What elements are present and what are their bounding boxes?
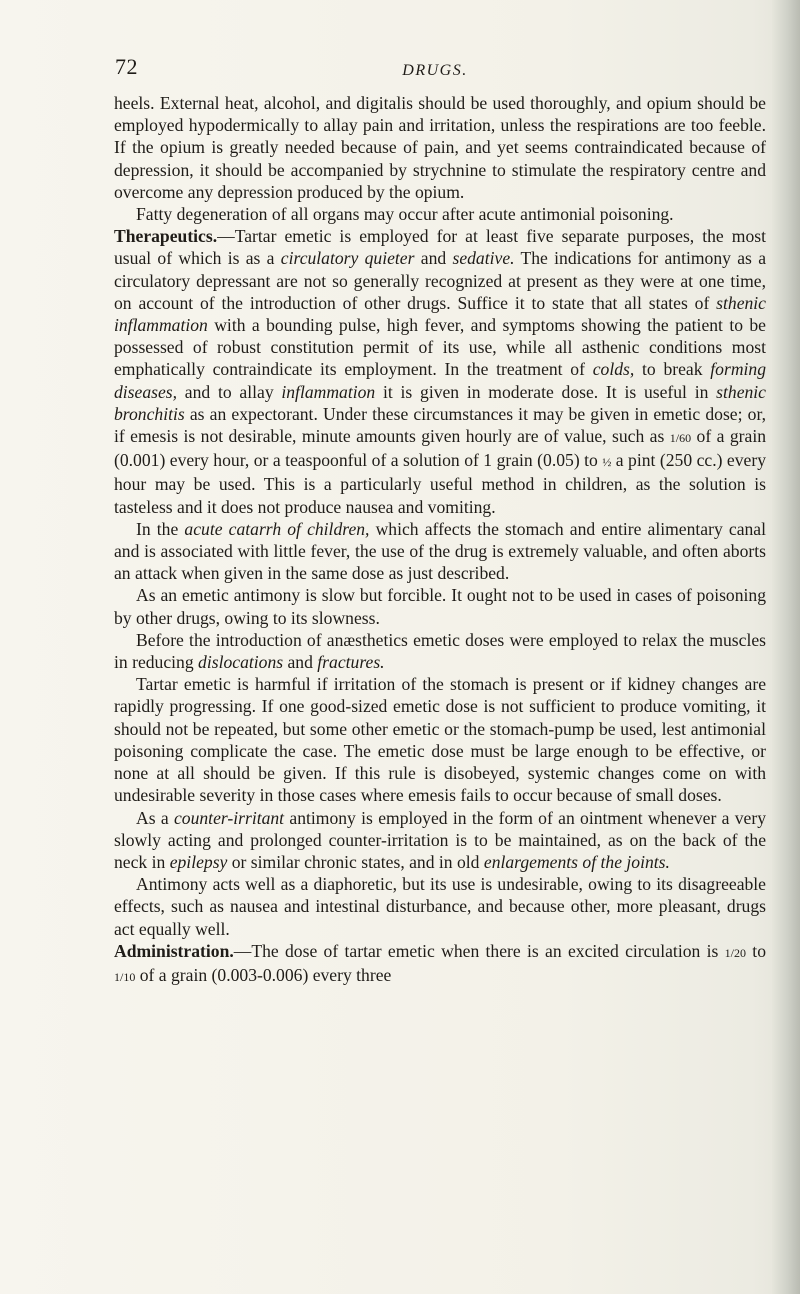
text-run: Fatty degeneration of all organs may occur after acute antimonial poisoning. — [136, 204, 674, 225]
text-run: and — [414, 248, 453, 269]
text-run: —Tartar emetic is employed for at least five separate purposes, the most usual of which is as a — [114, 226, 766, 269]
paragraph — [114, 873, 766, 940]
emphasis-text: sthenic inflammation — [114, 292, 766, 336]
text-run: with a bounding pulse, high fever, and symptoms showing the patient to be possessed of robust constitution permit of its use, while all asthenic conditions most emphatically contraindicate its employment. In the treatment of — [114, 315, 766, 380]
text-run: which affects the stomach and entire alimentary canal and is associated with little fever, the use of the drug is extremely valuable, and often aborts an attack when given in the same dose as just described. — [114, 518, 766, 584]
emphasis-text: circulatory quieter — [280, 248, 415, 269]
text-run: of a grain (0.001) every hour, or a teaspoonful of a solution of 1 grain (0.05) to — [114, 426, 767, 471]
page-number: 72 — [115, 54, 138, 79]
paragraph — [114, 518, 766, 585]
text-run: As an emetic antimony is slow but forcible. It ought not to be used in cases of poisoning by other drugs, owing to its slowness. — [114, 585, 766, 628]
emphasis-text: acute catarrh of children, — [184, 518, 370, 539]
section-heading: Administration. — [114, 940, 234, 961]
fraction: 1/60 — [669, 431, 692, 446]
text-run: of a grain (0.003-0.006) every three — [135, 964, 392, 985]
paragraph — [114, 584, 766, 628]
emphasis-text: forming diseases, — [114, 359, 767, 402]
text-run: In the — [136, 518, 185, 539]
text-run: to — [746, 940, 766, 961]
text-run: to break — [634, 359, 711, 380]
running-head: DRUGS. — [402, 62, 468, 79]
text-run: as an expectorant. Under these circumstances it may be given in emetic dose; or, if emesis is not desirable, minute amounts given hourly are of value, such as — [114, 403, 766, 447]
section-heading: Therapeutics. — [114, 226, 218, 247]
paragraph — [114, 940, 766, 988]
emphasis-text: enlargements of the joints. — [483, 851, 670, 872]
text-run: a pint (250 cc.) every hour may be used. This is a particularly useful method in children, as the solution is tasteless and it does not produce nausea and vomiting. — [114, 450, 766, 517]
emphasis-text: dislocations — [198, 652, 284, 673]
paragraph — [114, 673, 766, 806]
emphasis-text: epilepsy — [169, 851, 228, 872]
text-run: —The dose of tartar emetic when there is an excited circulation is — [233, 940, 725, 961]
page-edge-shadow — [772, 0, 800, 1294]
paragraph — [114, 225, 766, 518]
text-run: and — [283, 652, 318, 673]
emphasis-text: colds, — [592, 359, 635, 380]
emphasis-text: sthenic bronchitis — [114, 381, 766, 424]
emphasis-text: counter-irritant — [173, 807, 285, 828]
fraction: 1/20 — [724, 945, 746, 960]
text-run: it is given in moderate dose. It is useful in — [375, 381, 717, 402]
text-run: The indications for antimony as a circulatory depressant are not so generally recognized at present as they were at one time, on account of the introduction of other drugs. Suffice it to state that all states of — [114, 248, 767, 313]
emphasis-text: sedative. — [452, 248, 515, 269]
paragraph — [114, 92, 766, 203]
fraction: ½ — [602, 455, 612, 470]
text-run: Antimony acts well as a diaphoretic, but its use is undesirable, owing to its disagreeable effects, such as nausea and intestinal disturbance, and because other, more pleasant, drugs act equally well. — [114, 874, 766, 939]
text-run: Before the introduction of anæsthetics emetic doses were employed to relax the muscles in reducing — [114, 629, 766, 673]
emphasis-text: fractures. — [317, 652, 385, 673]
body-text — [114, 92, 766, 988]
fraction: 1/10 — [114, 969, 136, 984]
text-run: heels. External heat, alcohol, and digitalis should be used thoroughly, and opium should be employed hypodermically to allay pain and irritation, unless the respirations are too feeble. If the opium is greatly needed because of pain, and yet seems contraindicated because of depression, it should be accompanied by strychnine to stimulate the respiratory centre and overcome any depression produced by the opium. — [114, 93, 766, 202]
page-header — [115, 54, 755, 84]
text-run: Tartar emetic is harmful if irritation of the stomach is present or if kidney changes are rapidly progressing. If one good-sized emetic dose is not sufficient to produce vomiting, it should not be repeated, but some other emetic or the stomach-pump be used, lest antimonial poisoning complicate the case. The emetic dose must be large enough to be effective, or none at all should be given. If this rule is disobeyed, systemic changes come on with undesirable severity in those cases where emesis fails to occur because of small doses. — [114, 674, 766, 806]
text-run: antimony is employed in the form of an ointment whenever a very slowly acting and prolonged counter-irritation is to be maintained, as on the back of the neck in — [114, 807, 766, 872]
paragraph — [114, 807, 766, 874]
text-run: As a — [136, 807, 174, 828]
emphasis-text: inflammation — [281, 381, 376, 402]
text-run: or similar chronic states, and in old — [227, 851, 484, 872]
paragraph — [114, 629, 766, 673]
paragraph — [114, 203, 766, 225]
text-run: and to allay — [177, 381, 282, 402]
